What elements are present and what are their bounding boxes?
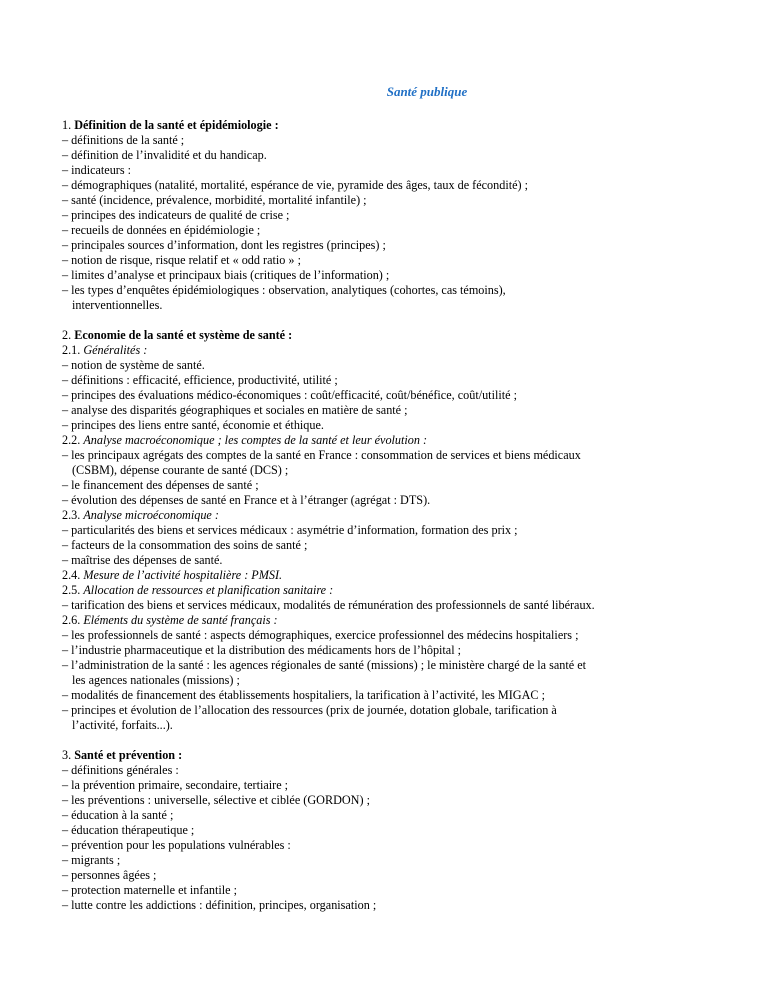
section-heading-text: Définition de la santé et épidémiologie : [74,118,279,132]
section-1 [62,118,752,313]
list-item: – définitions : efficacité, efficience, productivité, utilité ; [62,373,338,387]
list-item: – éducation thérapeutique ; [62,823,195,837]
list-item: – personnes âgées ; [62,868,157,882]
list-item: – tarification des biens et services médicaux, modalités de rémunération des professionnels de santé libéraux. [62,598,595,612]
subsection-number: 2.2. [62,433,81,447]
subsection-title: Eléments du système de santé français : [83,613,278,627]
list-item: – principes et évolution de l’allocation des ressources (prix de journée, dotation globale, tarification à [62,703,557,717]
list-item: – limites d’analyse et principaux biais (critiques de l’information) ; [62,268,390,282]
sections-container [62,118,752,913]
subsection-heading [62,433,752,448]
subsection-title: Généralités : [83,343,148,357]
list-item: – démographiques (natalité, mortalité, espérance de vie, pyramide des âges, taux de fécondité) ; [62,178,528,192]
section-heading [62,328,752,343]
list-item: – principes des indicateurs de qualité de crise ; [62,208,290,222]
subsection-title: Analyse macroéconomique ; les comptes de la santé et leur évolution : [83,433,428,447]
subsection-heading [62,613,752,628]
subsection-number: 2.5. [62,583,81,597]
subsection-heading [62,583,752,598]
list-item: – facteurs de la consommation des soins de santé ; [62,538,308,552]
section-heading [62,118,752,133]
list-item: – éducation à la santé ; [62,808,174,822]
list-item: – analyse des disparités géographiques et sociales en matière de santé ; [62,403,408,417]
list-item: – les principaux agrégats des comptes de la santé en France : consommation de services et biens médicaux [62,448,581,462]
list-item: – principales sources d’information, dont les registres (principes) ; [62,238,386,252]
list-item: – principes des liens entre santé, économie et éthique. [62,418,324,432]
list-item: – les professionnels de santé : aspects démographiques, exercice professionnel des médecins hospitaliers ; [62,628,579,642]
list-item: – modalités de financement des établissements hospitaliers, la tarification à l’activité, les MIGAC ; [62,688,545,702]
subsection-number: 2.1. [62,343,81,357]
list-item: – recueils de données en épidémiologie ; [62,223,261,237]
list-item: – la prévention primaire, secondaire, tertiaire ; [62,778,289,792]
section-3 [62,748,752,913]
list-item: – santé (incidence, prévalence, morbidité, mortalité infantile) ; [62,193,367,207]
list-item: – principes des évaluations médico-économiques : coût/efficacité, coût/bénéfice, coût/utilité ; [62,388,517,402]
subsection-title: Analyse microéconomique : [83,508,219,522]
list-item-continuation: interventionnelles. [72,298,163,312]
section-number: 2. [62,328,72,342]
list-item-continuation: l’activité, forfaits...). [72,718,173,732]
subsection-title: Mesure de l’activité hospitalière : PMSI. [83,568,283,582]
list-item: – particularités des biens et services médicaux : asymétrie d’information, formation des prix ; [62,523,518,537]
section-number: 3. [62,748,72,762]
subsection-heading [62,508,752,523]
list-item: – définitions générales : [62,763,179,777]
list-item: – définition de l’invalidité et du handicap. [62,148,267,162]
list-item: – définitions de la santé ; [62,133,185,147]
list-item: – migrants ; [62,853,121,867]
subsection-heading [62,343,752,358]
subsection-number: 2.3. [62,508,81,522]
section-heading-text: Economie de la santé et système de santé : [74,328,293,342]
list-item: – l’administration de la santé : les agences régionales de santé (missions) ; le ministère chargé de la santé et [62,658,587,672]
section-2 [62,328,752,733]
list-item: – maîtrise des dépenses de santé. [62,553,223,567]
section-heading [62,748,752,763]
list-item: – les préventions : universelle, sélective et ciblée (GORDON) ; [62,793,370,807]
list-item: – indicateurs : [62,163,132,177]
subsection-title: Allocation de ressources et planification sanitaire : [83,583,334,597]
list-item-continuation: les agences nationales (missions) ; [72,673,240,687]
list-item: – notion de système de santé. [62,358,205,372]
list-item: – le financement des dépenses de santé ; [62,478,259,492]
list-item: – l’industrie pharmaceutique et la distribution des médicaments hors de l’hôpital ; [62,643,462,657]
list-item: – protection maternelle et infantile ; [62,883,237,897]
section-number: 1. [62,118,72,132]
subsection-number: 2.4. [62,568,81,582]
list-item: – notion de risque, risque relatif et « odd ratio » ; [62,253,301,267]
list-item: – évolution des dépenses de santé en France et à l’étranger (agrégat : DTS). [62,493,431,507]
subsection-heading [62,568,752,583]
section-heading-text: Santé et prévention : [74,748,183,762]
document-title: Santé publique [386,84,468,99]
list-item: – les types d’enquêtes épidémiologiques : observation, analytiques (cohortes, cas témoins), [62,283,506,297]
document-page [62,84,752,928]
subsection-number: 2.6. [62,613,81,627]
list-item: – prévention pour les populations vulnérables : [62,838,291,852]
list-item: – lutte contre les addictions : définition, principes, organisation ; [62,898,377,912]
list-item-continuation: (CSBM), dépense courante de santé (DCS) ; [72,463,289,477]
